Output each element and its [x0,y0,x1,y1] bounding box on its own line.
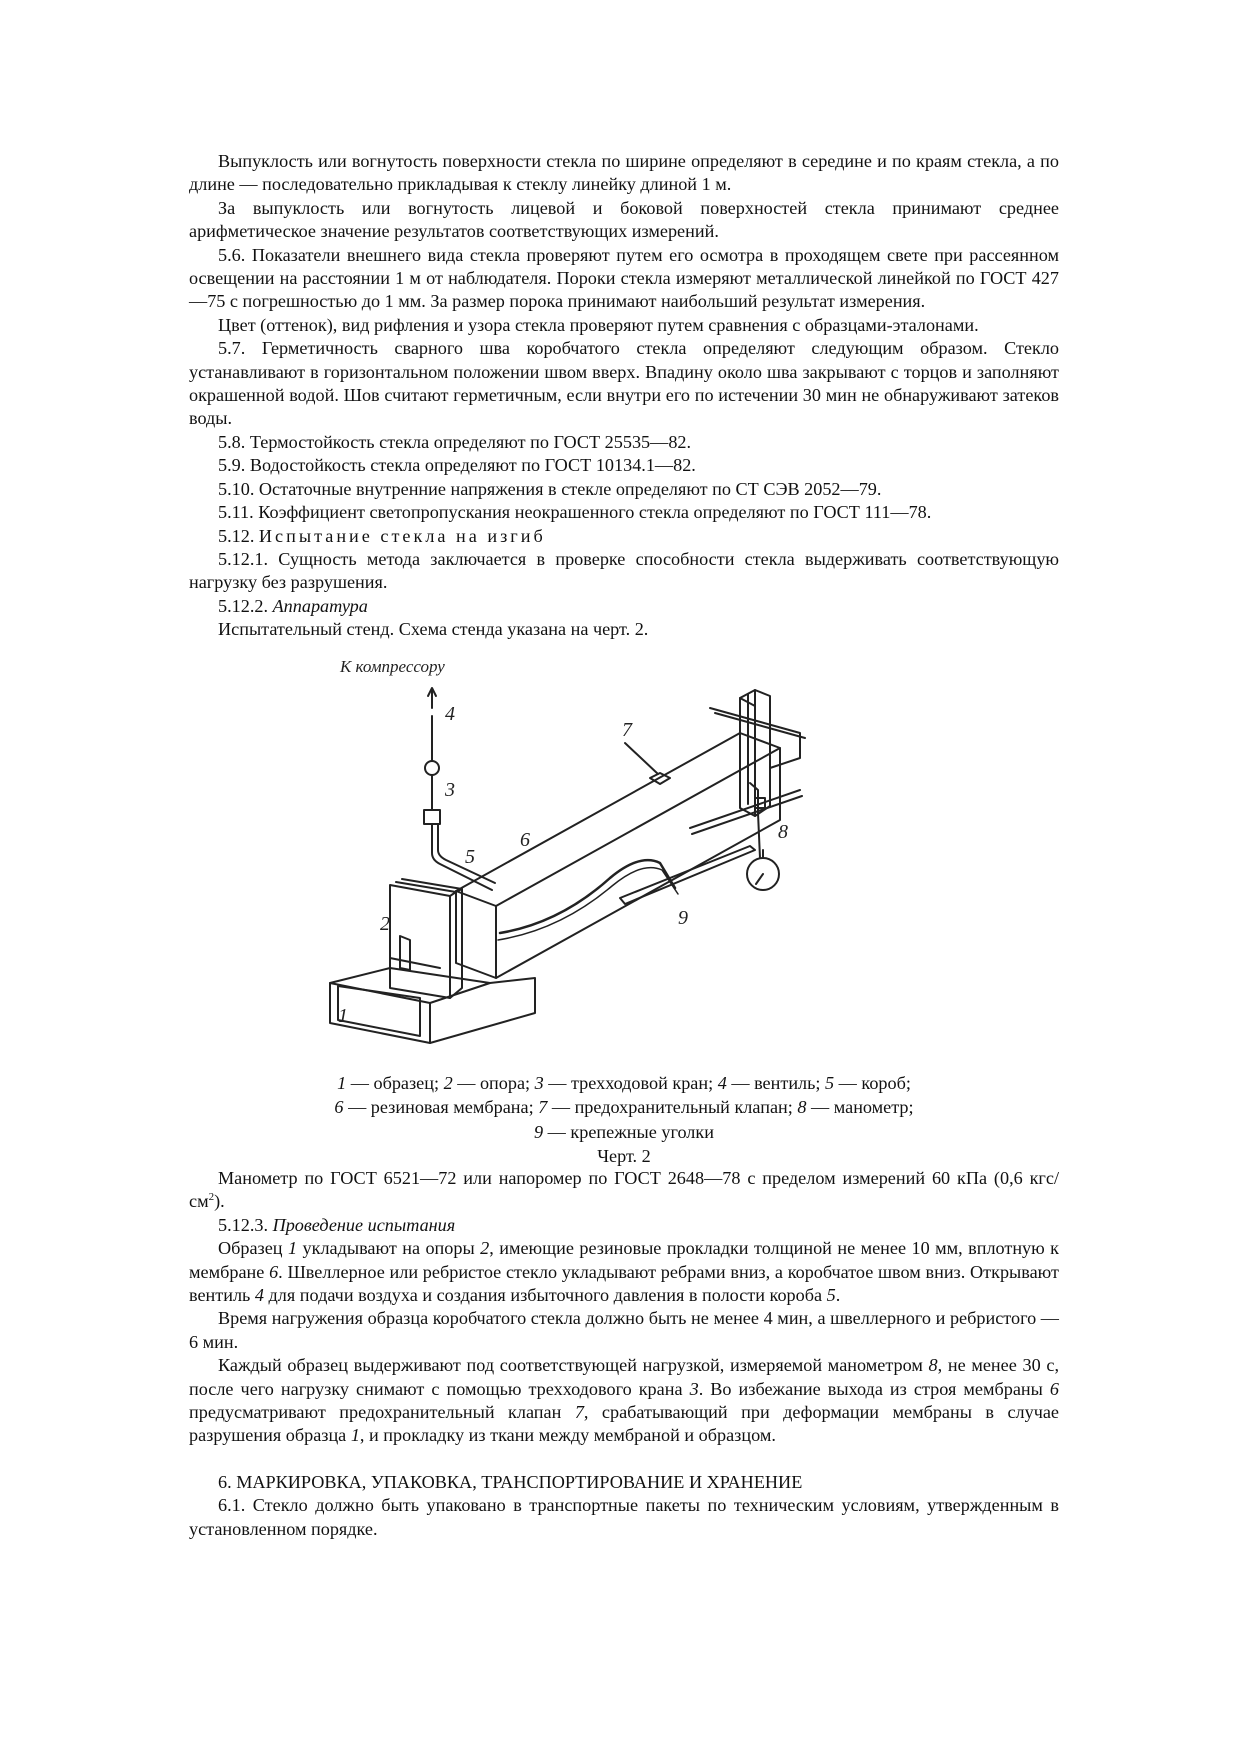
compressor-label: К компрессору [340,657,445,676]
paragraph: Выпуклость или вогнутость поверхности стекла по ширине определяют в середине и по краям стекла, а по длине — последовательно прикладывая к стеклу линейку длиной 1 м. [189,151,1059,195]
reference-number: 8 [928,1355,938,1376]
section-title: Проведение испытания [272,1214,456,1235]
caption-text: — опора; [452,1073,535,1093]
caption-text: — резиновая мембрана; [343,1097,539,1118]
caption-text: — крепежные уголки [543,1121,714,1142]
reference-number: 2 [480,1238,490,1259]
caption-number: 9 [534,1121,544,1142]
paragraph: Испытательный стенд. Схема стенда указана на черт. 2. [218,619,649,640]
paragraph: 5.6. Показатели внешнего вида стекла проверяют путем его осмотра в проходящем свете при рассеянном освещении на расстоянии 1 м от наблюдателя. Пороки стекла измеряют металлической линейкой по ГОСТ 427—75 с погрешностью до 1 мм. За размер порока принимают наибольший результат измерения. [189,244,1059,312]
paragraph: 5.8. Термостойкость стекла определяют по ГОСТ 25535—82. [218,431,692,452]
figure-number-4: 4 [445,703,455,725]
figure-number-7: 7 [622,719,632,741]
caption-number: 8 [797,1097,807,1118]
paragraph: 5.11. Коэффициент светопропускания неокрашенного стекла определяют по ГОСТ 111—78. [218,502,932,523]
caption-number: 2 [443,1073,453,1093]
text-run: , имеющие резиновые прокладки толщиной не менее 10 мм, вплотную к мембране [189,1238,1060,1282]
paragraph: Время нагружения образца коробчатого стекла должно быть не менее 4 мин, а швеллерного и ребристого — 6 мин. [189,1308,1059,1352]
text-run: . [835,1285,841,1306]
section-title: Аппаратура [272,595,368,616]
text-run: , и прокладку из ткани между мембраной и образцом. [359,1425,776,1446]
caption-number: 7 [538,1097,548,1118]
text-run: для подачи воздуха и создания избыточного давления в полости короба [263,1285,827,1306]
reference-number: 6 [1049,1378,1060,1399]
figure-number-9: 9 [678,907,688,929]
text-run: . Швеллерное или ребристое стекло укладывают ребрами вниз, а коробчатое швом вниз. Открывают вентиль [189,1261,1059,1306]
text-run: Манометр по ГОСТ 6521—72 или напоромер по ГОСТ 2648—78 с пределом измерений 60 кПа (0,6 кгс/см [189,1168,1059,1212]
reference-number: 4 [254,1285,264,1306]
section-number: 5.12. [218,525,259,546]
caption-number: 1 [337,1073,347,1093]
text-run: , срабатывающий при деформации мембраны в случае разрушения образца [189,1402,1060,1446]
subsection-heading-5-12-3 [189,1214,1059,1237]
text-run: Каждый образец выдерживают под соответствующей нагрузкой, измеряемой манометром [218,1355,929,1376]
section-6-heading: 6. МАРКИРОВКА, УПАКОВКА, ТРАНСПОРТИРОВАНИЕ И ХРАНЕНИЕ [218,1471,803,1492]
figure-label: Черт. 2 [597,1146,651,1167]
caption-text: — трехходовой кран; [543,1073,718,1093]
caption-line-1 [189,1072,1059,1095]
section-title: Испытание стекла на изгиб [258,525,546,546]
figure-caption [189,1072,1059,1170]
caption-text: — короб; [834,1073,911,1093]
text-run: ). [214,1191,225,1212]
paragraph: За выпуклость или вогнутость лицевой и боковой поверхностей стекла принимают среднее арифметическое значение результатов соответствующих измерений. [189,197,1059,242]
caption-number: 3 [534,1073,544,1093]
paragraph: 6.1. Стекло должно быть упаковано в транспортные пакеты по техническим условиям, утвержденным в установленном порядке. [189,1495,1059,1539]
paragraph-sample [189,1237,1059,1307]
caption-text: — образец; [346,1073,444,1093]
text-run: укладывают на опоры [297,1238,481,1259]
figure-number-1: 1 [338,1005,348,1027]
paragraph: 5.10. Остаточные внутренние напряжения в стекле определяют по СТ СЭВ 2052—79. [218,478,882,499]
figure-number-3: 3 [445,779,455,801]
bottom-text-block [189,1167,1059,1541]
paragraph: 5.12.1. Сущность метода заключается в проверке способности стекла выдерживать соответствующую нагрузку без разрушения. [189,548,1059,593]
reference-number: 7 [574,1402,584,1423]
figure-number-6: 6 [520,829,530,851]
paragraph-each [189,1354,1059,1448]
reference-number: 1 [287,1238,298,1259]
caption-number: 5 [825,1073,835,1093]
text-run: Образец [218,1238,288,1259]
text-run: , не менее 30 с, после чего нагрузку снимают с помощью трехходового крана [189,1355,1059,1399]
caption-text: — манометр; [806,1097,914,1118]
caption-number: 4 [717,1073,727,1093]
reference-number: 5 [826,1285,836,1306]
test-stand-diagram [338,657,920,1078]
caption-text: — предохранительный клапан; [547,1097,798,1118]
caption-line-3 [189,1121,1059,1144]
caption-text: — вентиль; [726,1073,826,1093]
reference-number: 6 [269,1261,279,1282]
caption-line-2 [189,1096,1059,1119]
section-number: 5.12.2. [218,595,273,616]
reference-number: 3 [689,1378,699,1399]
paragraph: 5.9. Водостойкость стекла определяют по ГОСТ 10134.1—82. [218,455,696,476]
figure-number-2: 2 [380,913,390,935]
superscript: 2 [208,1191,215,1204]
figure-number-5: 5 [465,846,475,868]
paragraph: 5.7. Герметичность сварного шва коробчатого стекла определяют следующим образом. Стекло устанавливают в горизонтальном положении швом вверх. Впадину около шва закрывают с торцов и заполняют окрашенной водой. Шов считают герметичным, если внутри его по истечении 30 мин не обнаруживают затеков воды. [189,338,1059,429]
figure-number-8: 8 [778,821,788,843]
caption-number: 6 [334,1097,344,1118]
paragraph-manometer [189,1167,1059,1214]
subsection-heading-5-12 [189,525,1059,548]
paragraph: Цвет (оттенок), вид рифления и узора стекла проверяют путем сравнения с образцами-эталонами. [218,314,979,335]
text-run: предусматривают предохранительный клапан [189,1402,575,1423]
section-number: 5.12.3. [218,1214,273,1235]
text-run: . Во избежание выхода из строя мембраны [698,1378,1050,1399]
subsection-heading-5-12-2 [189,595,1059,618]
reference-number: 1 [350,1425,360,1446]
top-text-block [189,150,1059,642]
